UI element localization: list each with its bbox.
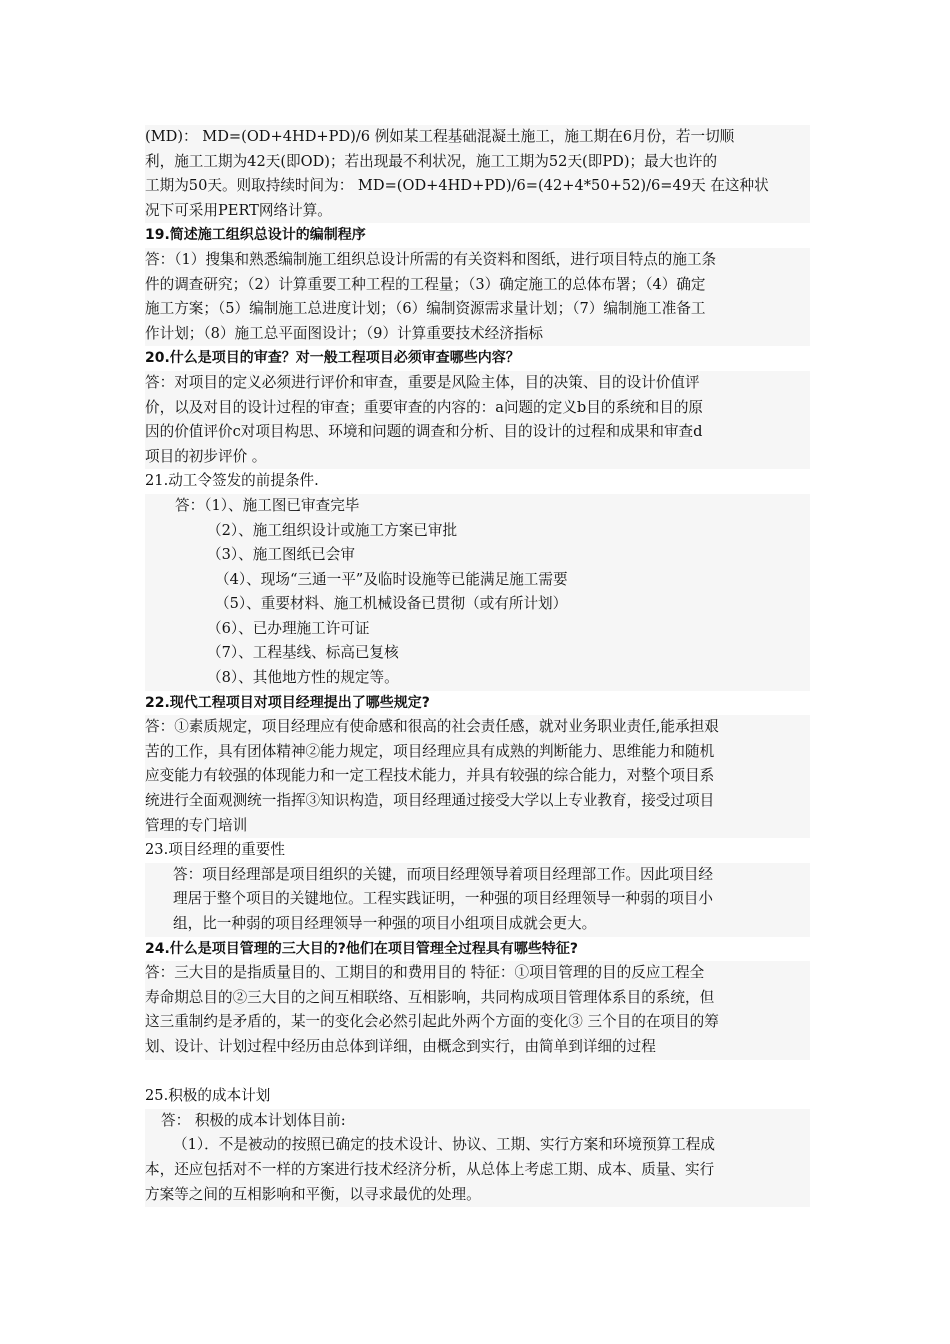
question-22-title: 22.现代工程项目对项目经理提出了哪些规定?	[145, 694, 430, 711]
text-line: 价，以及对目的设计过程的审查；重要审查的内容的：a问题的定义b目的系统和目的原	[145, 398, 704, 416]
text-line: (MD)： MD=(OD+4HD+PD)/6 例如某工程基础混凝土施工，施工期在6月份，若一切顺	[145, 128, 735, 145]
text-line: 答：三大目的是指质量目的、工期目的和费用目的 特征：①项目管理的目的反应工程全	[145, 964, 705, 982]
text-line: 工期为50天。则取持续时间为： MD=(OD+4HD+PD)/6=(42+4*50+52)/6=49天 在这种状	[145, 177, 769, 195]
question-22-answer	[145, 715, 810, 838]
text-line: 理居于整个项目的关键地位。工程实践证明，一种强的项目经理领导一种弱的项目小	[173, 890, 713, 908]
text-line: 答：①素质规定，项目经理应有使命感和很高的社会责任感，就对业务职业责任,能承担艰	[145, 718, 719, 736]
text-line: 方案等之间的互相影响和平衡，以寻求最优的处理。	[145, 1185, 481, 1203]
question-21-title: 21.动工令签发的前提条件.	[145, 472, 319, 490]
text-line: 答：项目经理部是项目组织的关键，而项目经理领导着项目经理部工作。因此项目经	[173, 865, 713, 883]
question-25-answer	[145, 1109, 810, 1207]
list-item: （8）、其他地方性的规定等。	[207, 669, 399, 687]
text-line: 划、设计、计划过程中经历由总体到详细，由概念到实行，由简单到详细的过程	[145, 1037, 656, 1055]
question-20-title: 20.什么是项目的审查？对一般工程项目必须审查哪些内容？	[145, 350, 520, 367]
text-line: 组，比一种弱的项目经理领导一种强的项目小组项目成就会更大。	[173, 915, 597, 932]
text-line: 答：对项目的定义必须进行评价和审查，重要是风险主体，目的决策、目的设计价值评	[145, 373, 700, 391]
question-25-title: 25.积极的成本计划	[145, 1087, 271, 1105]
text-line: 本，还应包括对不一样的方案进行技术经济分析，从总体上考虑工期、成本、质量、实行	[145, 1160, 715, 1178]
text-line: 统进行全面观测统一指挥③知识构造，项目经理通过接受大学以上专业教育，接受过项目	[145, 792, 715, 810]
text-line: 寿命期总目的②三大目的之间互相联络、互相影响，共同构成项目管理体系目的系统，但	[145, 988, 715, 1006]
question-20-answer	[145, 371, 810, 469]
question-23-title: 23.项目经理的重要性	[145, 841, 285, 859]
text-line: 况下可采用PERT网络计算。	[145, 201, 332, 219]
text-line: 件的调查研究；（2）计算重要工种工程的工程量；（3）确定施工的总体布署；（4）确定	[145, 275, 706, 293]
text-line: （1）．不是被动的按照已确定的技术设计、协议、工期、实行方案和环境预算工程成	[173, 1136, 715, 1154]
text-line: 利，施工工期为42天(即OD)；若出现最不利状况，施工工期为52天(即PD)；最大也许的	[145, 152, 718, 170]
text-line: 答： 积极的成本计划体目前:	[161, 1111, 346, 1129]
question-19-answer	[145, 248, 810, 346]
document-body	[145, 125, 810, 1207]
list-item: （3）、施工图纸已会审	[207, 546, 355, 564]
list-item: （6）、已办理施工许可证	[207, 619, 370, 637]
question-19-title: 19.简述施工组织总设计的编制程序	[145, 227, 366, 244]
text-line: 管理的专门培训	[145, 816, 248, 834]
question-24-title: 24.什么是项目管理的三大目的?他们在项目管理全过程具有哪些特征?	[145, 940, 579, 957]
text-line: 这三重制约是矛盾的，某一的变化会必然引起此外两个方面的变化③ 三个目的在项目的筹	[145, 1013, 719, 1031]
text-line: 作计划；（8）施工总平面图设计；（9）计算重要技术经济指标	[145, 324, 544, 342]
text-line: 项目的初步评价 。	[145, 447, 267, 465]
list-item: （4）、现场“三通一平”及临时设施等已能满足施工需要	[215, 570, 568, 588]
text-line: 答：（1）搜集和熟悉编制施工组织总设计所需的有关资料和图纸，进行项目特点的施工条	[145, 250, 717, 268]
paragraph-gap	[145, 1060, 810, 1085]
list-item: （7）、工程基线、标高已复核	[207, 644, 399, 662]
question-23-answer	[145, 863, 810, 937]
question-21-answer	[145, 494, 810, 691]
text-line: 施工方案；（5）编制施工总进度计划；（6）编制资源需求量计划；（7）编制施工准备工	[145, 300, 706, 318]
intro-paragraph	[145, 125, 810, 223]
text-line: 答：（1）、施工图已审查完毕	[175, 496, 360, 514]
text-line: 因的价值评价c对项目构思、环境和问题的调查和分析、目的设计的过程和成果和审查d	[145, 423, 703, 441]
question-24-answer	[145, 961, 810, 1059]
list-item: （5）、重要材料、施工机械设备已贯彻（或有所计划）	[215, 595, 568, 613]
text-line: 应变能力有较强的体现能力和一定工程技术能力，并具有较强的综合能力，对整个项目系	[145, 767, 715, 785]
text-line: 苦的工作，具有团体精神②能力规定，项目经理应具有成熟的判断能力、思维能力和随机	[145, 742, 715, 760]
list-item: （2）、施工组织设计或施工方案已审批	[207, 521, 458, 539]
